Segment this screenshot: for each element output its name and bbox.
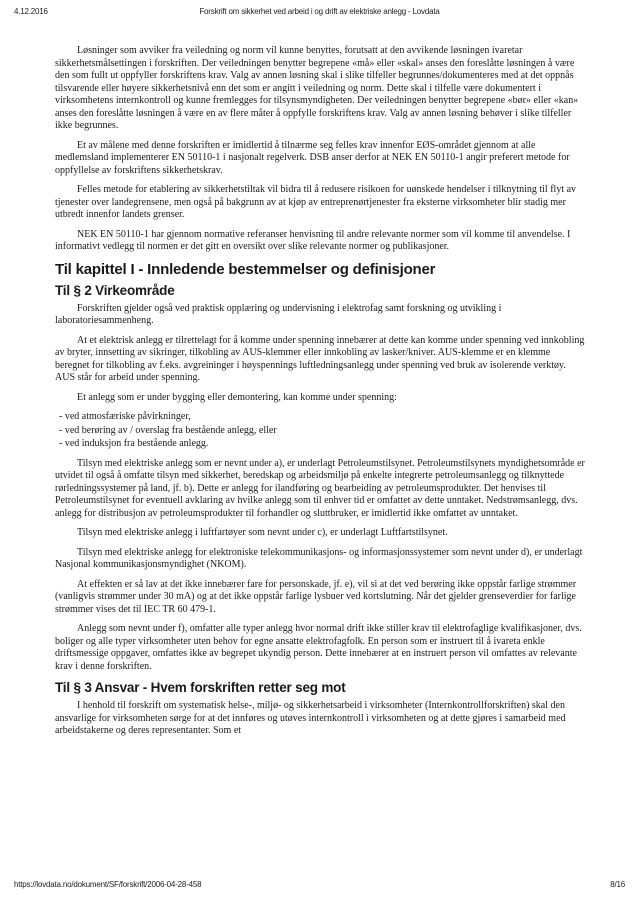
paragraph: Løsninger som avviker fra veiledning og norm vil kunne benyttes, forutsatt at den avvikende løsningen ivaretar sikkerhetsmålsettingen i forskriften. Der veiledningen benytter begrepene «må» eller «skal» anses den foreslåtte løsningen å være den som fullt ut oppfyller forskriftens krav. Valg av annen løsning skal i slike tilfeller begrunnes/dokumenteres med at det oppnås tilsvarende eller høyere sikkerhetsnivå enn det som er angitt i veiledning og norm. Dette skal i tilfelle være dokumentert i virksomhetens internkontroll og kunne fremlegges for tilsynsmyndigheten. Der veiledningen benytter begrepene «bør» eller «kan» anses den foreslåtte løsningen å være en av flere måter å oppfylle forskriftens krav. Valg av annen løsning behøver i slike tilfeller ikke begrunnes. xyxy=(55,45,579,131)
chapter-heading: Til kapittel I - Innledende bestemmelser og definisjoner xyxy=(55,260,436,278)
paragraph: At effekten er så lav at det ikke innebærer fare for personskade, jf. e), vil si at det ved berøring ikke oppstår farlige strømmer (vanligvis strømmer under 30 mA) og at det ikke oppstår farlige lysbuer ved kortslutning. Når det gjelder grenseverdier for farlige strømmer vises det til IEC TR 60 479-1. xyxy=(55,578,577,615)
source-url: https://lovdata.no/dokument/SF/forskrift/2006-04-28-458 xyxy=(14,880,202,889)
paragraph: NEK EN 50110-1 har gjennom normative referanser henvisning til andre relevante normer som vil komme til anvendelse. I informativt vedlegg til normen er det gitt en oversikt over slike relevante normer og publikasjoner. xyxy=(55,228,571,252)
paragraph: Et anlegg som er under bygging eller demontering, kan komme under spenning: xyxy=(77,391,397,403)
page-number: 8/16 xyxy=(610,880,625,889)
paragraph: I henhold til forskrift om systematisk helse-, miljø- og sikkerhetsarbeid i virksomheter (Internkontrollforskriften) skal den ansvarlige for virksomheten sørge for at det innføres og utøves internkontroll i virksomheten og at dette gjøres i samarbeid med arbeidstakerne og deres representanter. Som et xyxy=(55,700,566,736)
paragraph: Tilsyn med elektriske anlegg i luftfartøyer som nevnt under c), er underlagt Luftfartstilsynet. xyxy=(77,527,448,538)
paragraph: At et elektrisk anlegg er tilrettelagt for å komme under spenning innebærer at dette kan komme under spenning ved innkobling av bryter, innsetting av sikringer, tilkobling av AUS-klemmer eller innkobling av lasker/kniver. AUS-klemme er en klemme beregnet for tilkobling av f.eks. avgreininger i høyspennings luftledningsanlegg under spenning ved bruk av isolerende verktøy. AUS står for arbeid under spenning. xyxy=(55,334,585,383)
section-heading-3: Til § 3 Ansvar - Hvem forskriften retter seg mot xyxy=(55,680,346,695)
paragraph: Tilsyn med elektriske anlegg for elektroniske telekommunikasjons- og informasjonssystemer som nevnt under d), er underlagt Nasjonal kommunikasjonsmyndighet (NKOM). xyxy=(55,546,583,570)
list-item: - ved induksjon fra bestående anlegg. xyxy=(59,438,209,449)
list-item: - ved berøring av / overslag fra bestående anlegg, eller xyxy=(59,424,277,436)
paragraph: Et av målene med denne forskriften er imidlertid å tilnærme seg felles krav innenfor EØS-området gjennom at alle medlemsland implementerer EN 50110-1 i nasjonalt regelverk. DSB anser derfor at NEK EN 50110-1 angir preferert metode for oppfyllelse av forskriftens sikkerhetskrav. xyxy=(55,139,570,176)
condition-list xyxy=(55,411,585,451)
section-heading-2: Til § 2 Virkeområde xyxy=(55,282,175,298)
list-item: - ved atmosfæriske påvirkninger, xyxy=(59,411,191,422)
paragraph: Forskriften gjelder også ved praktisk opplæring og undervisning i elektrofag samt forskning og utvikling i laboratoriesammenheng. xyxy=(55,302,502,326)
document-body xyxy=(55,45,585,745)
document-title: Forskrift om sikkerhet ved arbeid i og drift av elektriske anlegg - Lovdata xyxy=(199,7,440,16)
paragraph: Tilsyn med elektriske anlegg som er nevnt under a), er underlagt Petroleumstilsynet. Petroleumstilsynets myndighetsområde er utvidet til også å omfatte tilsyn med sikkerhet, beredskap og arbeidsmiljø på enkelte integrerte petroleumsanlegg og tilknyttede rørledningssystemer på land, jf. b). Dette er anlegg for ilandføring og bearbeiding av petroleumsprodukter. Det henvises til Petroleumstilsynet for eventuell avklaring av hvilke anlegg som til enhver tid er omfattet av dette unntaket. Nedstrømsanlegg, dvs. anlegg for distribusjon av petroleumsprodukter til forhandler og sluttbruker, er imidlertid ikke omfattet av unntaket. xyxy=(55,457,585,519)
paragraph: Anlegg som nevnt under f), omfatter alle typer anlegg hvor normal drift ikke stiller krav til elektrofaglige kvalifikasjoner, dvs. boliger og alle typer virksomheter uten behov for egne ansatte elektrofagfolk. En person som er instruert til å ivareta enkle driftsmessige oppgaver, omfattes ikke av begrepet ukyndig person. Dette innebærer at en instruert person vil omfattes av relevante krav i denne forskriften. xyxy=(55,623,582,672)
print-date: 4.12.2016 xyxy=(14,7,48,16)
paragraph: Felles metode for etablering av sikkerhetstiltak vil bidra til å redusere risikoen for uønskede hendelser i tilknytning til flyt av tjenester over landegrensene, men også på bakgrunn av at kjøp av entreprenørtjenester fra eksterne virksomheter blir stadig mer utbredt innenfor landets grenser. xyxy=(55,184,577,220)
